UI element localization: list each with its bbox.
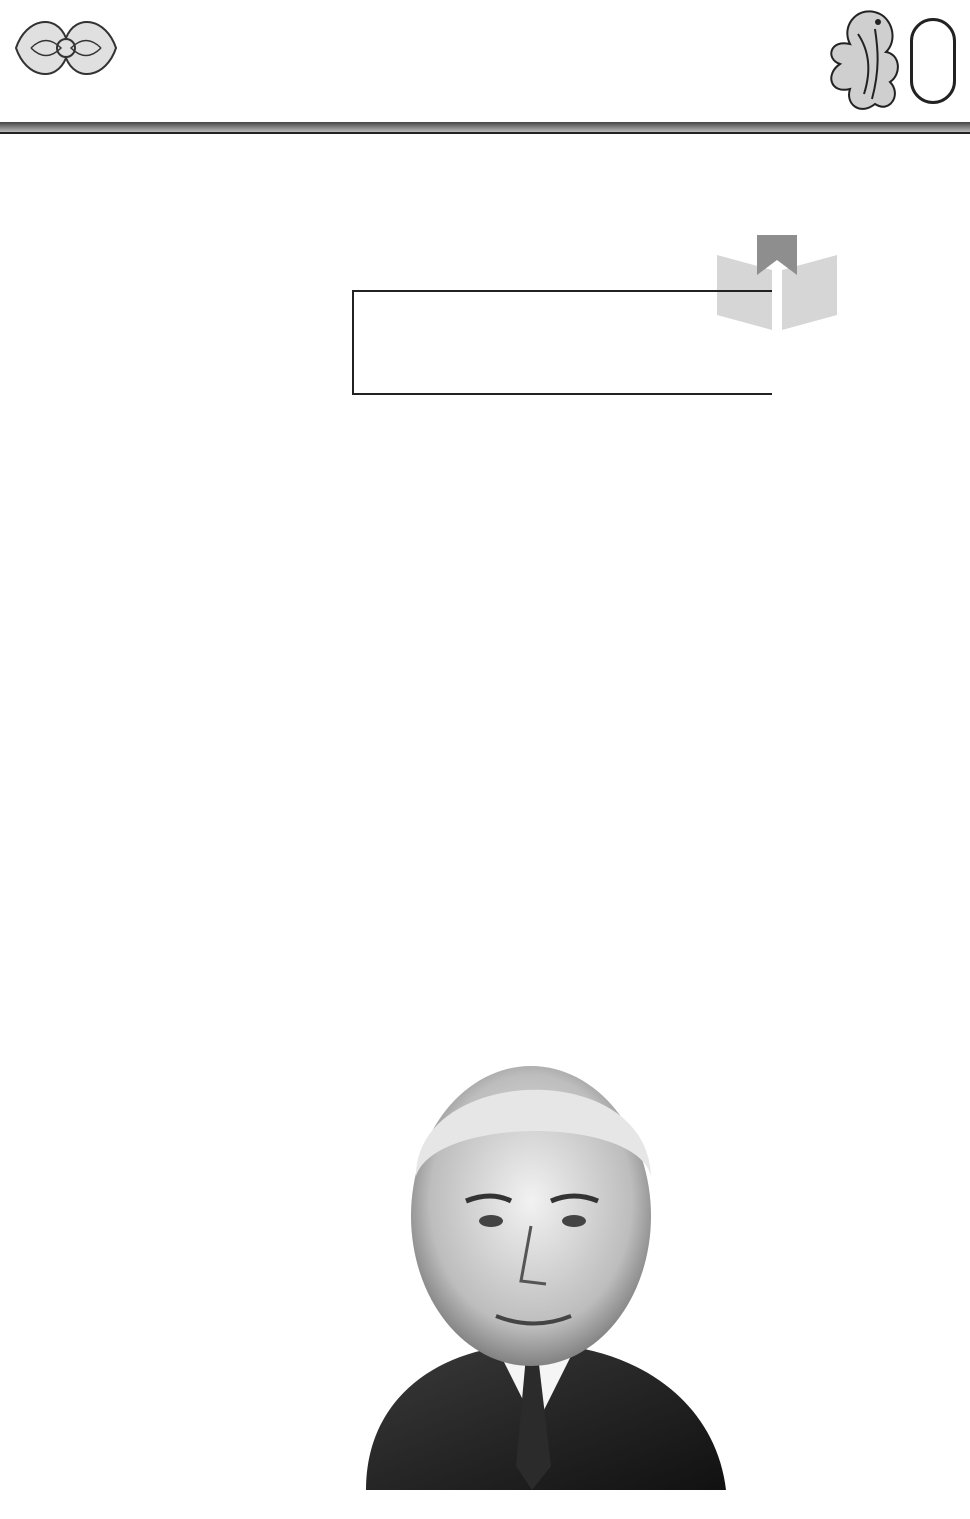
circle-border-right — [928, 220, 966, 1490]
title-block — [352, 235, 912, 410]
masthead — [0, 0, 970, 135]
page-number — [910, 18, 956, 104]
circle-border-left — [4, 220, 42, 1490]
ornament-icon — [6, 8, 126, 88]
title-frame — [352, 290, 772, 395]
phoenix-icon — [820, 4, 904, 122]
circle-border-top — [42, 160, 928, 220]
header-rule — [0, 122, 970, 134]
poet-portrait — [306, 1026, 746, 1490]
